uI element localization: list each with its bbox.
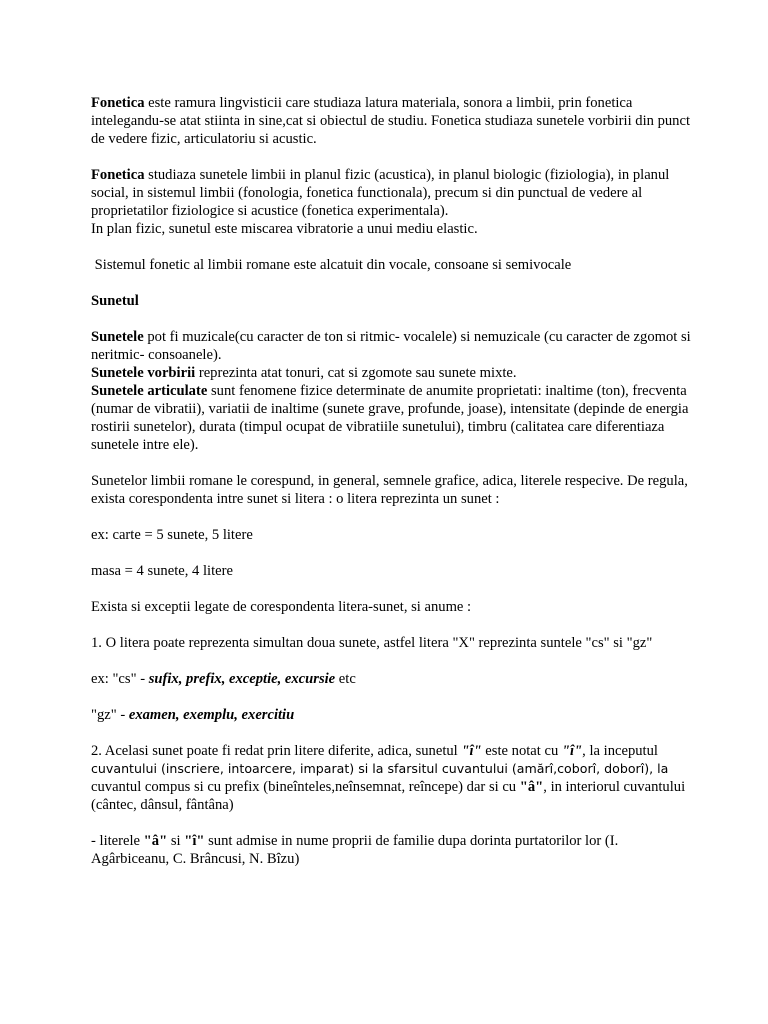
paragraph-sunetele-vorbirii: Sunetele vorbirii reprezinta atat tonuri, cat si zgomote sau sunete mixte. [91,365,517,381]
list-item-2: 2. Acelasi sunet poate fi redat prin litere diferite, adica, sunetul "î" este notat cu "î", la inceputul cuvantului (inscriere, intoarcere, imparat) si la sfarsitul cuvantului (amărî,coborî, doborî), la cuvantul compus si cu prefix (bineînteles,neînsemnat, reîncepe) dar si cu "â", in interiorul cuvantului (cântec, dânsul, fântâna) [91,743,686,813]
paragraph-exceptii: Exista si exceptii legate de corespondenta litera-sunet, si anume : [91,599,472,615]
paragraph-corespondenta: Sunetelor limbii romane le corespund, in general, semnele grafice, adica, literele respecive. De regula, exista corespondenta intre sunet si litera : o litera reprezinta un sunet : [91,473,688,507]
term-fonetica: Fonetica [91,167,145,183]
term-sunetele-articulate: Sunetele articulate [91,383,208,399]
paragraph-nume-proprii: - literele "â" si "î" sunt admise in nume proprii de familie dupa dorinta purtatorilor lor (I. Agârbiceanu, C. Brâncusi, N. Bîzu) [91,833,619,867]
paragraph-fonetica-definition: Fonetica este ramura lingvisticii care studiaza latura materiala, sonora a limbii, prin fonetica intelegandu-se atat stiinta in sine,cat si obiectul de studiu. Fonetica studiaza sunetele vorbirii din punct de vedere fizic, articulatoriu si acustic. [91,95,690,147]
paragraph-sistemul-fonetic: Sistemul fonetic al limbii romane este alcatuit din vocale, consoane si semivocale [91,257,572,273]
term-sunetele: Sunetele [91,329,144,345]
paragraph-fonetica-planes: Fonetica studiaza sunetele limbii in planul fizic (acustica), in planul biologic (fiziologia), in planul social, in sistemul limbii (fonologia, fonetica functionala), precum si din punctual de vedere al proprietatilor fiziologice si acustice (fonetica experimentala). [91,167,670,219]
paragraph-sunetele-articulate: Sunetele articulate sunt fenomene fizice determinate de anumite proprietati: inaltime (ton), frecventa (numar de vibratii), variatii de inaltime (sunete grave, profunde, joase), intensitate (depinde de energia rostirii sunetelor), durata (timpul ocupat de vibratiile sunetului), timbru (calitatea care diferentiaza sunetele intre ele). [91,383,689,453]
list-item-1: 1. O litera poate reprezenta simultan doua sunete, astfel litera "X" reprezinta suntele "cs" si "gz" [91,635,653,651]
term-fonetica: Fonetica [91,95,145,111]
examples-cs-words: sufix, prefix, exceptie, excursie [148,671,336,687]
example-gz: "gz" - examen, exemplu, exercitiu [91,707,295,723]
section-heading-sunetul: Sunetul [91,293,139,309]
example-carte: ex: carte = 5 sunete, 5 litere [91,527,253,543]
examples-gz-words: examen, exemplu, exercitiu [128,707,295,723]
paragraph-plan-fizic: In plan fizic, sunetul este miscarea vibratorie a unui mediu elastic. [91,221,478,237]
sans-serif-line: cuvantului (inscriere, intoarcere, imparat) si la sfarsitul cuvantului (amărî,coborî, doborî), la [91,761,669,776]
document-body [91,94,691,886]
example-cs: ex: "cs" - sufix, prefix, exceptie, excursie etc [91,671,356,687]
paragraph-sunetele: Sunetele pot fi muzicale(cu caracter de ton si ritmic- vocalele) si nemuzicale (cu caracter de zgomot si neritmic- consoanele). [91,329,691,363]
example-masa: masa = 4 sunete, 4 litere [91,563,233,579]
term-sunetele-vorbirii: Sunetele vorbirii [91,365,196,381]
